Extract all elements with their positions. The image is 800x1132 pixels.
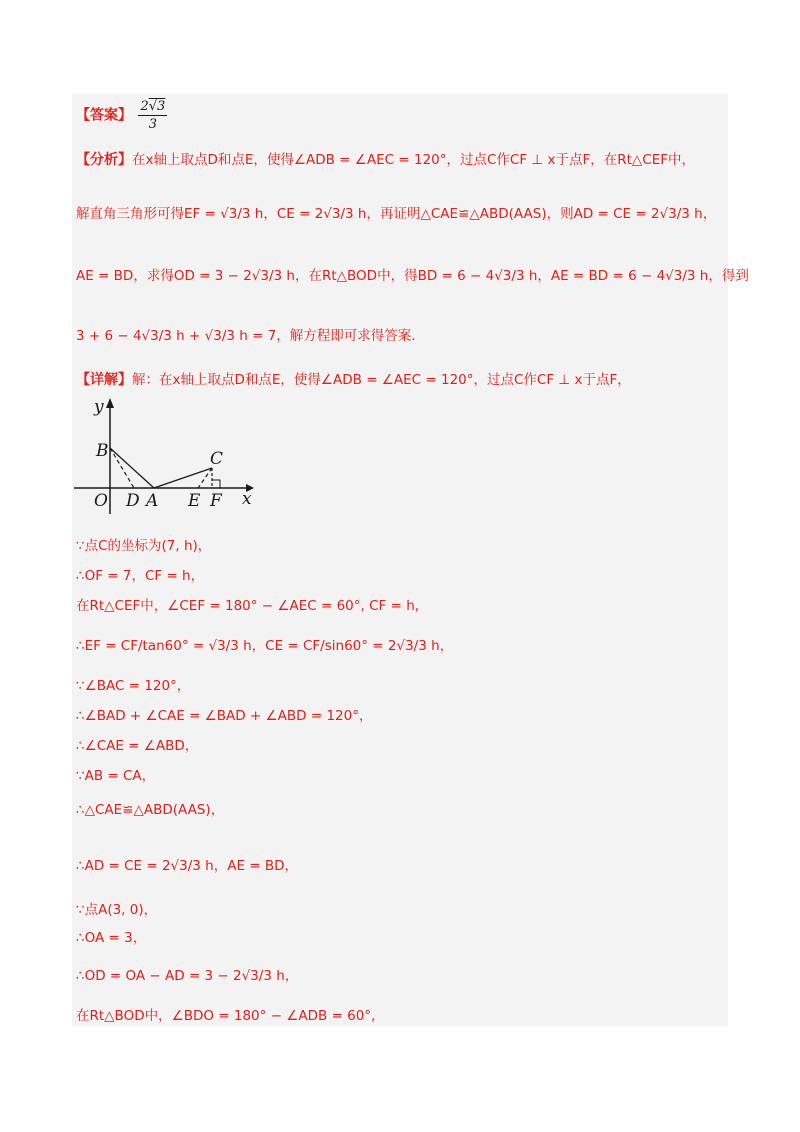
- step-line: ∴EF = CF/tan60° = √3/3 h，CE = CF/sin60° = 2√3/3 h，: [76, 638, 454, 654]
- step-line: ∴∠CAE = ∠ABD，: [76, 738, 199, 754]
- label-C: C: [210, 449, 224, 469]
- segment-BD-dashed: [110, 448, 134, 488]
- label-A: A: [146, 491, 159, 511]
- step-line: ∴OF = 7，CF = h，: [76, 568, 205, 584]
- step-line: 在Rt△CEF中，∠CEF = 180° − ∠AEC = 60°, CF = h,: [76, 598, 420, 614]
- answer-value: $\frac{2√3}{3}$: [140, 99, 166, 132]
- y-axis-arrow-icon: [106, 398, 114, 408]
- analysis-line-4: 3 + 6 − 4√3/3 h + √3/3 h = 7，解方程即可求得答案.: [76, 328, 416, 344]
- label-F: F: [210, 491, 222, 511]
- label-E: E: [188, 491, 201, 511]
- step-line: 在Rt△BOD中，∠BDO = 180° − ∠ADB = 60°,: [76, 1008, 376, 1024]
- detail-line-1: 【详解】解：在x轴上取点D和点E，使得∠ADB = ∠AEC = 120°，过点C作CF ⊥ x于点F，: [76, 372, 631, 388]
- step-line: ∵点C的坐标为(7, h)，: [76, 538, 212, 554]
- label-D: D: [126, 491, 140, 511]
- segment-BA: [110, 448, 154, 488]
- analysis-line-2: 解直角三角形可得EF = √3/3 h，CE = 2√3/3 h，再证明△CAE≌△ABD(AAS)，则AD = CE = 2√3/3 h，: [76, 206, 717, 222]
- step-line: ∵点A(3, 0)，: [76, 902, 158, 918]
- step-line: ∴OD = OA − AD = 3 − 2√3/3 h，: [76, 968, 299, 984]
- label-O: O: [94, 491, 108, 511]
- segment-AC: [154, 468, 212, 488]
- step-line: ∵∠BAC = 120°，: [76, 678, 191, 694]
- right-angle-mark: [212, 480, 220, 488]
- label-y: y: [94, 397, 104, 417]
- step-line: ∴AD = CE = 2√3/3 h，AE = BD，: [76, 858, 299, 874]
- step-line: ∵AB = CA，: [76, 768, 156, 784]
- label-B: B: [96, 441, 109, 461]
- label-x: x: [242, 489, 252, 509]
- document-page: [72, 94, 728, 1026]
- analysis-line-1: 【分析】在x轴上取点D和点E，使得∠ADB = ∠AEC = 120°，过点C作CF ⊥ x于点F，在Rt△CEF中，: [76, 152, 695, 168]
- step-line: ∴OA = 3，: [76, 930, 147, 946]
- step-line: ∴△CAE≌△ABD(AAS)，: [76, 802, 225, 818]
- step-line: ∴∠BAD + ∠CAE = ∠BAD + ∠ABD = 120°，: [76, 708, 373, 724]
- answer-line: 【答案】 $\frac{2√3}{3}$: [76, 99, 166, 132]
- analysis-line-3: AE = BD，求得OD = 3 − 2√3/3 h，在Rt△BOD中，得BD = 6 − 4√3/3 h，AE = BD = 6 − 4√3/3 h，得到: [76, 268, 749, 284]
- coordinate-figure: [74, 396, 264, 514]
